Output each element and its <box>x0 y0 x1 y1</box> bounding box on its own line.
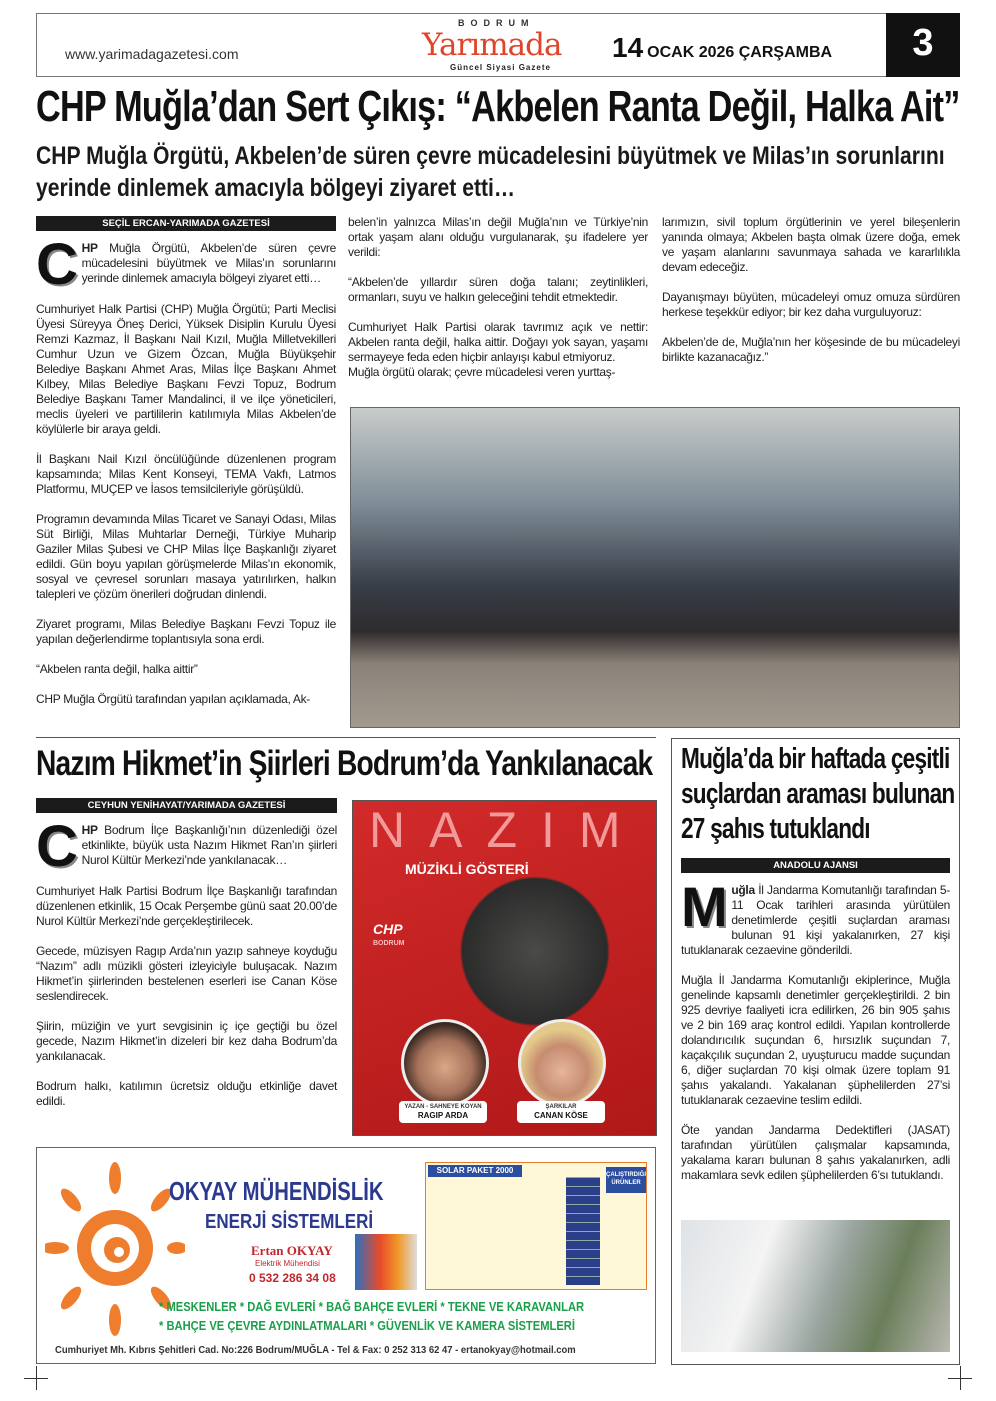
paragraph: Cumhuriyet Halk Partisi olarak tavrımız açık ve nettir: Akbelen ranta değil, halka aittir. Doğayı yok sayan, yaşamı sermayeye feda eden hiçbir anlayışı kabul etmiyoruz. <box>348 320 648 364</box>
article1-column-2 <box>348 215 648 395</box>
drop-cap: C <box>36 814 78 879</box>
website-url[interactable]: www.yarimadagazetesi.com <box>65 46 239 62</box>
article1-column-1 <box>36 216 336 722</box>
paragraph: “Akbelen’de yıllardır süren doğa talanı; zeytinlikleri, ormanları, suyu ve halkın geleceğini tehdit etmektedir. <box>348 275 648 304</box>
paragraph: Muğla İl Jandarma Komutanlığı ekiplerince, Muğla genelinde kapsamlı denetimler gerçekleştirildi. 2 bin 925 devriye faaliyeti icra edilirken, 26 bin 905 şahıs ve 2 bin 169 araç kontrol edildi. Yapılan kontrollerde dolandırıcılık suçundan 6, hırsızlık suçundan 7, kaçakçılık suçundan 2, uyuşturucu madde suçundan 6, diğer suçlardan 70 kişi olmak üzere toplam 91 şahıs yakalandı. Yakalanan şüphelilerden 27’si tutuklanarak cezaevine teslim edildi. <box>681 973 950 1107</box>
issue-date: 14 OCAK 2026 ÇARŞAMBA <box>612 32 833 63</box>
solar-panel-image <box>566 1177 600 1285</box>
article2-byline: CEYHUN YENİHAYAT/YARIMADA GAZETESİ <box>36 798 337 813</box>
article3-body <box>681 858 950 1198</box>
paragraph: Dayanışmayı büyüten, mücadeleyi omuz omuza sürdüren herkese teşekkür ediyor; bir kez daha vurguluyoruz: <box>662 290 960 319</box>
divider <box>36 737 656 738</box>
paragraph: belen’in yalnızca Milas’ın değil Muğla’nın ve Türkiye’nin ortak yaşam alanı olduğu vurgulanarak, şu ifadelere yer verildi: <box>348 215 648 259</box>
paragraph: Ziyaret programı, Milas Belediye Başkanı Fevzi Topuz ile yapılan değerlendirme toplantısıyla sona erdi. <box>36 617 336 646</box>
event-poster: NAZIM MÜZİKLİ GÖSTERİ CHP BODRUM YAZAN - SAHNEYE KOYAN RAGIP ARDA ŞARKILAR CANAN KÖSE <box>352 800 657 1136</box>
camera-system-image <box>355 1234 417 1290</box>
paragraph: Şiirin, müziğin ve yurt sevgisinin iç içe geçtiği bu özel gecede, Nazım Hikmet’in dizeleri bir kez daha Bodrum’da yankılanacak. <box>36 1019 337 1063</box>
article2-lead: CHP Bodrum İlçe Başkanlığı’nın düzenlediği özel etkinlikte, büyük usta Nazım Hikmet Ran’ın şiirleri Nurol Kültür Merkezi’nde yankılanacak… <box>36 814 337 879</box>
article1-column-3 <box>662 215 960 380</box>
poster-title: NAZIM <box>369 802 645 858</box>
article1-headline: CHP Muğla’dan Sert Çıkış: “Akbelen Ranta Değil, Halka Ait” <box>36 82 960 131</box>
masthead <box>36 13 960 77</box>
portrait <box>518 1019 606 1107</box>
article1-byline: SEÇİL ERCAN-YARIMADA GAZETESİ <box>36 216 336 231</box>
crop-mark <box>36 1366 37 1390</box>
paragraph: “Akbelen ranta değil, halka aittir” <box>36 662 198 676</box>
phone-number: 0 532 286 34 08 <box>249 1271 336 1285</box>
paragraph: Öte yandan Jandarma Dedektifleri (JASAT) tarafından yürütülen çalışmalar kapsamında, yakalama kararı bulunan 8 şahıs yakalanırken, adli makamlara sevk edilen şüphelilerden 6’sı tutuklandı. <box>681 1123 950 1182</box>
article3-headline: Muğla’da bir haftada çeşitli suçlardan araması bulunan 27 şahıs tutuklandı <box>681 743 955 845</box>
paragraph: Cumhuriyet Halk Partisi Bodrum İlçe Başkanlığı tarafından düzenlenen etkinlik, 15 Ocak Perşembe günü saat 20.00’de Nurol Kültür Merkezi’nde gerçekleştirilecek. <box>36 884 337 928</box>
poster-subtitle: MÜZİKLİ GÖSTERİ <box>405 861 529 877</box>
article3-byline: ANADOLU AJANSI <box>681 858 950 873</box>
performer-tag: YAZAN - SAHNEYE KOYAN RAGIP ARDA <box>399 1101 487 1123</box>
newspaper-logo: BODRUM Yarımada Güncel Siyasi Gazete <box>422 18 562 72</box>
solar-package-table: SOLAR PAKET 2000 ÇALIŞTIRDIĞI ÜRÜNLER <box>425 1162 647 1290</box>
drop-cap: C <box>36 232 78 297</box>
article2-body <box>36 798 337 1124</box>
article1-lead: CHP Muğla Örgütü, Akbelen’de süren çevre mücadelesini büyütmek ve Milas’ın sorunlarını yerinde dinlemek amacıyla bölgeyi ziyaret etti… <box>36 232 336 297</box>
paragraph: Programın devamında Milas Ticaret ve Sanayi Odası, Milas Süt Birliği, Milas Muhtarlar Derneği, Türkiye Muharip Gaziler Milas Şubesi ve CHP Milas İlçe Başkanlığı ziyaret edildi. Gün boyu yapılan görüşmelerde Milas’ın ekonomik, sosyal ve çevresel sorunları masaya yatırılırken, halkın talepleri ve çözüm önerileri doğrudan dinlendi. <box>36 512 336 601</box>
group-photo <box>350 407 960 728</box>
chp-logo: CHP <box>373 921 403 937</box>
page-number: 3 <box>886 13 960 77</box>
portrait <box>401 1019 489 1107</box>
paragraph: Gecede, müzisyen Ragıp Arda’nın yazıp sahneye koyduğu “Nazım” adlı müzikli gösteri izleyiciyle buluşacak. Nazım Hikmet’in şiirlerinden bestelenen eserleri ise Canan Köse seslendirecek. <box>36 944 337 1003</box>
article1-subheadline: CHP Muğla Örgütü, Akbelen’de süren çevre mücadelesini büyütmek ve Milas’ın sorunlarını yerinde dinlemek amacıyla bölgeyi ziyaret etti… <box>36 142 945 202</box>
paragraph: Muğla örgütü olarak; çevre mücadelesi veren yurttaş- <box>348 365 616 379</box>
article2-headline: Nazım Hikmet’in Şiirleri Bodrum’da Yankılanacak <box>36 744 653 783</box>
performer-tag: ŞARKILAR CANAN KÖSE <box>517 1101 605 1123</box>
advertisement[interactable]: OKYAY MÜHENDİSLİK ENERJİ SİSTEMLERİ Ertan OKYAY Elektrik Mühendisi 0 532 286 34 08 SOLAR PAKET 2000 ÇALIŞTIRDIĞI ÜRÜNLER * MESKENLER * DAĞ EVLERİ * BAĞ BAHÇE EVLERİ * TEKNE VE KARAVANLAR * BAHÇE VE ÇEVRE AYDINLATMALARI * GÜVENLİK VE KAMERA SİSTEMLERİ Cumhuriyet Mh. Kıbrıs Şehitleri Cad. No:226 Bodrum/MUĞLA - Tel & Fax: 0 252 313 62 47 - ertanokyay@hotmail.com <box>36 1147 656 1364</box>
paragraph: Bodrum halkı, katılımın ücretsiz olduğu etkinliğe davet edildi. <box>36 1079 337 1108</box>
crop-mark <box>960 1366 961 1390</box>
paragraph: Akbelen’de de, Muğla’nın her köşesinde de bu mücadeleyi birlikte kazanacağız.” <box>662 335 960 364</box>
paragraph: larımızın, sivil toplum örgütlerinin ve yerel bileşenlerin yanında olmaya; Akbelen başta olmak üzere doğa, emek ve yaşam alanlarını savunmaya sahada ve kararlılıkla devam edeceğiz. <box>662 215 960 274</box>
paragraph: İl Başkanı Nail Kızıl öncülüğünde düzenlenen program kapsamında; Milas Kent Konseyi, TEMA Vakfı, Latmos Platformu, MUÇEP ve İasos temsilcileriyle görüşüldü. <box>36 452 336 496</box>
gendarmerie-photo <box>681 1220 950 1352</box>
article3-lead: Muğla İl Jandarma Komutanlığı tarafından 5-11 Ocak tarihleri arasında yürütülen denetimlerde çeşitli suçlardan araması bulunan 91 kişi yakalanırken, 27 kişi tutuklanarak cezaevine gönderildi. <box>681 875 950 957</box>
paragraph: Cumhuriyet Halk Partisi (CHP) Muğla Örgütü; Parti Meclisi Üyesi Süreyya Öneş Derici, Yüksek Disiplin Kurulu Üyesi Remzi Kazmaz, İl Başkanı Nail Kızıl, Muğla Milletvekilleri Cumhur Uzun ve Gizem Özcan, Muğla Büyükşehir Belediye Başkanı Ahmet Aras, Milas İlçe Başkanı Ahmet Kılbey, Milas Belediye Başkanı Fevzi Topuz, Bodrum Belediye Başkanı Tamer Mandalinci, il ve ilçe yöneticileri, meclis üyeleri ve partililerin katılımıyla Milas Akbelen’de köylülerle bir araya geldi. <box>36 302 336 436</box>
drop-cap: M <box>681 875 728 938</box>
paragraph: CHP Muğla Örgütü tarafından yapılan açıklamada, Ak- <box>36 692 310 706</box>
